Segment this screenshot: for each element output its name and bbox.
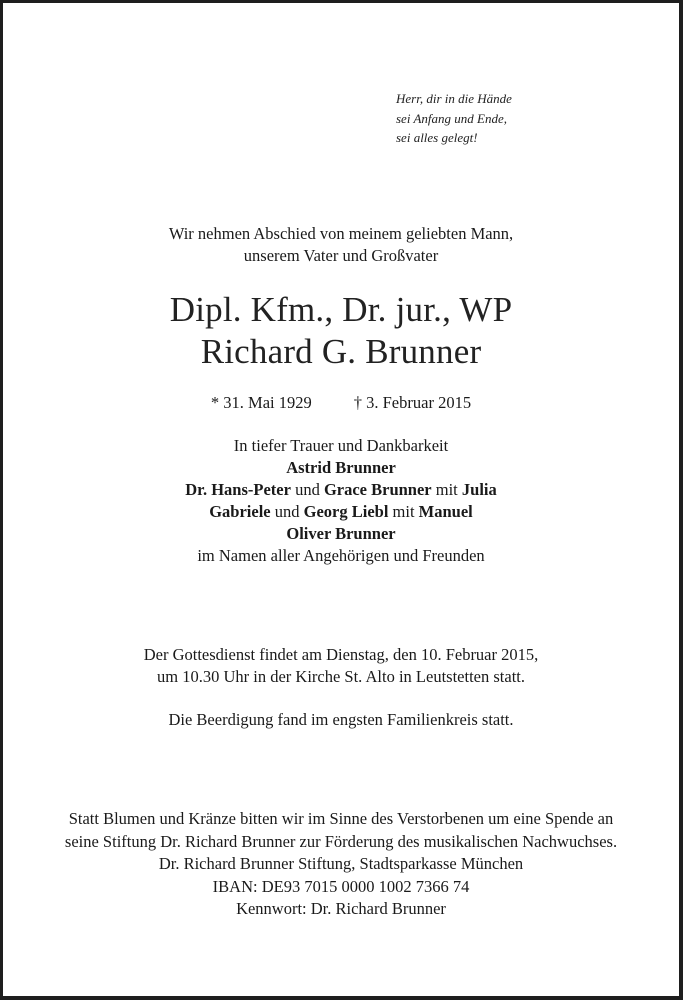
deceased-full-name: Richard G. Brunner: [200, 332, 482, 371]
burial-info: [3, 709, 679, 731]
mourning-heading: In tiefer Trauer und Dankbarkeit: [233, 436, 449, 455]
motto-verse: [396, 89, 512, 148]
donation-info: [3, 808, 679, 921]
closing-line: im Namen aller Angehörigen und Freunden: [197, 546, 485, 565]
service-info: [3, 644, 679, 688]
intro-text: [3, 223, 679, 267]
donation-iban: IBAN: DE93 7015 0000 1002 7366 74: [212, 876, 470, 896]
donation-line: Statt Blumen und Kränze bitten wir im Sinne des Verstorbenen um eine Spende an: [68, 809, 614, 828]
family-member: Oliver Brunner: [286, 524, 396, 543]
donation-line: seine Stiftung Dr. Richard Brunner zur Förderung des musikalischen Nachwuchses.: [64, 831, 618, 851]
intro-line: Wir nehmen Abschied von meinem geliebten Mann,: [168, 224, 514, 243]
service-line: um 10.30 Uhr in der Kirche St. Alto in Leutstetten statt.: [157, 667, 525, 686]
family-line: Gabriele und Georg Liebl mit Manuel: [209, 502, 473, 521]
service-line: Der Gottesdienst findet am Dienstag, den 10. Februar 2015,: [143, 645, 539, 664]
motto-line: Herr, dir in die Hände: [396, 91, 512, 106]
deceased-title: Dipl. Kfm., Dr. jur., WP: [169, 290, 513, 329]
family-member: Astrid Brunner: [286, 458, 396, 477]
deceased-name: [3, 289, 679, 373]
death-date: † 3. Februar 2015: [353, 393, 472, 412]
family-signatures: [3, 435, 679, 567]
motto-line: sei Anfang und Ende,: [396, 110, 507, 126]
life-dates: [3, 392, 679, 414]
burial-line: Die Beerdigung fand im engsten Familienkreis statt.: [168, 710, 514, 729]
family-line: Dr. Hans-Peter und Grace Brunner mit Julia: [185, 480, 497, 499]
motto-line: sei alles gelegt!: [396, 130, 478, 145]
birth-date: * 31. Mai 1929: [210, 393, 312, 412]
intro-line: unserem Vater und Großvater: [243, 246, 439, 265]
donation-foundation: Dr. Richard Brunner Stiftung, Stadtsparkasse München: [158, 854, 524, 873]
donation-keyword: Kennwort: Dr. Richard Brunner: [236, 899, 446, 918]
